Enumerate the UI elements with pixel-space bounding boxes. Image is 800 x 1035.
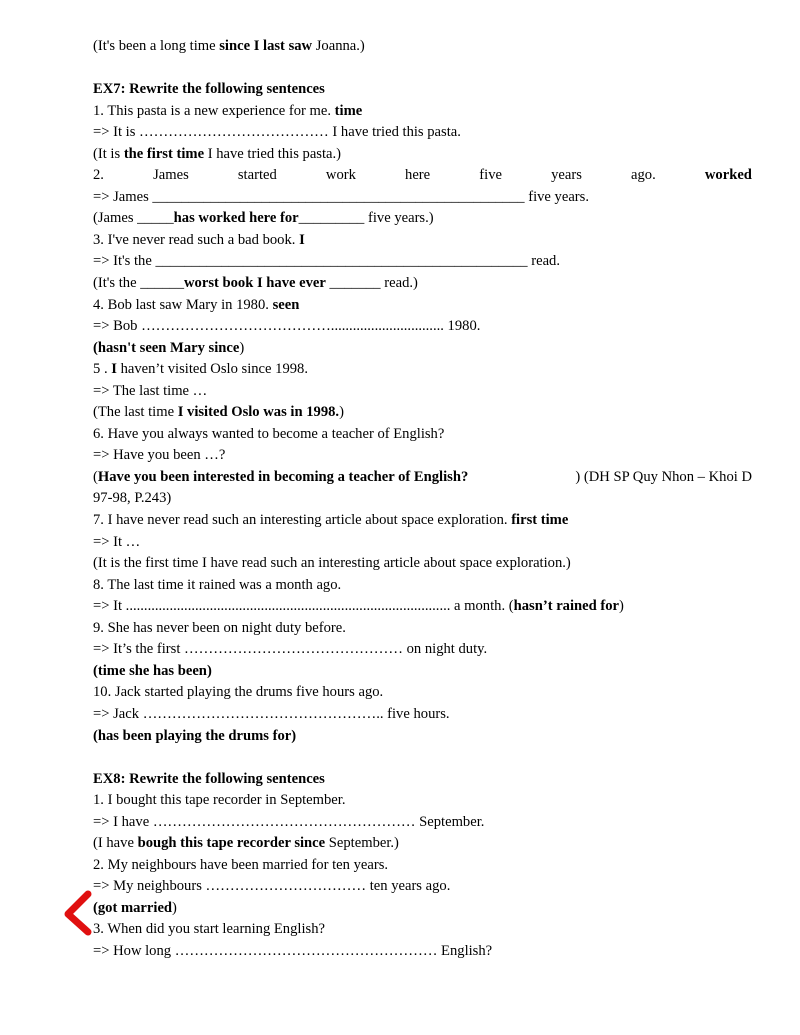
ex7-title: EX7: Rewrite the following sentences	[93, 81, 325, 98]
ex7-q9-prompt: 9. She has never been on night duty before.	[93, 619, 346, 636]
ex7-q2-rewrite: => James ___________________________________________________ five years.	[93, 188, 589, 205]
ex7-q6-answer: (Have you been interested in becoming a teacher of English? ) (DH SP Quy Nhon – Khoi D	[93, 468, 752, 485]
ex7-q1-answer: (It is the first time I have tried this pasta.)	[93, 145, 342, 162]
ex7-q8-prompt: 8. The last time it rained was a month ago.	[93, 576, 342, 593]
spacer	[93, 58, 752, 80]
ex7-q10-answer: (has been playing the drums for)	[93, 727, 297, 744]
ex7-q3-prompt: 3. I've never read such a bad book. I	[93, 231, 305, 248]
ex7-q10-prompt: 10. Jack started playing the drums five hours ago.	[93, 684, 384, 701]
ex7-q5-prompt: 5 . I haven’t visited Oslo since 1998.	[93, 361, 308, 378]
spacer	[93, 747, 752, 769]
ex7-q7-prompt: 7. I have never read such an interesting article about space exploration. first time	[93, 512, 569, 529]
ex7-q4-prompt: 4. Bob last saw Mary in 1980. seen	[93, 296, 300, 313]
ex7-q1-prompt: 1. This pasta is a new experience for me. time	[93, 102, 363, 119]
red-chevron-icon	[60, 890, 94, 936]
document-page	[93, 36, 752, 963]
q2-word: five	[479, 167, 502, 184]
ex7-q6-prompt: 6. Have you always wanted to become a teacher of English?	[93, 425, 445, 442]
ex7-q5-answer: (The last time I visited Oslo was in 1998.)	[93, 404, 344, 421]
ex7-q9-rewrite: => It’s the first ……………………………………… on night duty.	[93, 641, 488, 658]
ex7-q5-rewrite: => The last time …	[93, 382, 208, 399]
q2-word: ago.	[631, 167, 656, 184]
ex7-q4-rewrite: => Bob …………………………………............................... 1980.	[93, 318, 481, 335]
q2-word: years	[551, 167, 582, 184]
ex7-q3-answer: (It's the ______worst book I have ever _______ read.)	[93, 275, 418, 292]
ex8-q2-rewrite: => My neighbours …………………………… ten years ago.	[93, 878, 451, 895]
ex7-q7-answer: (It is the first time I have read such an interesting article about space exploration.)	[93, 555, 571, 572]
q2-key: worked	[704, 167, 752, 184]
ex7-q6-answer-cont: 97-98, P.243)	[93, 490, 172, 507]
ex8-q1-rewrite: => I have ……………………………………………… September.	[93, 813, 485, 830]
ex7-q8-rewrite: => It ......................................................................................... a month. (hasn’t rained for)	[93, 598, 624, 615]
q2-word: work	[325, 167, 356, 184]
ex8-q2-prompt: 2. My neighbours have been married for ten years.	[93, 856, 389, 873]
ex7-q9-answer: (time she has been)	[93, 662, 212, 679]
ex7-q2-answer: (James _____has worked here for_________ five years.)	[93, 210, 434, 227]
q2-word: 2.	[93, 167, 104, 184]
ex7-q1-rewrite: => It is ………………………………… I have tried this pasta.	[93, 124, 461, 141]
ex7-q3-rewrite: => It's the ___________________________________________________ read.	[93, 253, 561, 270]
ex7-q7-rewrite: => It …	[93, 533, 141, 550]
ex8-q3-prompt: 3. When did you start learning English?	[93, 921, 325, 938]
ex8-q2-answer: (got married)	[93, 899, 177, 916]
ex7-q6-rewrite: => Have you been …?	[93, 447, 226, 464]
q2-word: James	[153, 167, 189, 184]
ex8-title: EX8: Rewrite the following sentences	[93, 770, 325, 787]
ex8-q3-rewrite: => How long ……………………………………………… English?	[93, 942, 493, 959]
ex7-q4-answer: (hasn't seen Mary since)	[93, 339, 245, 356]
ex7-q10-rewrite: => Jack ………………………………………….. five hours.	[93, 705, 450, 722]
ex8-q1-prompt: 1. I bought this tape recorder in September.	[93, 792, 346, 809]
ex7-q2-prompt	[93, 165, 752, 187]
q2-word: here	[405, 167, 431, 184]
q2-word: started	[237, 167, 277, 184]
ex8-q1-answer: (I have bough this tape recorder since September.)	[93, 835, 399, 852]
intro-line: (It's been a long time since I last saw Joanna.)	[93, 38, 365, 54]
